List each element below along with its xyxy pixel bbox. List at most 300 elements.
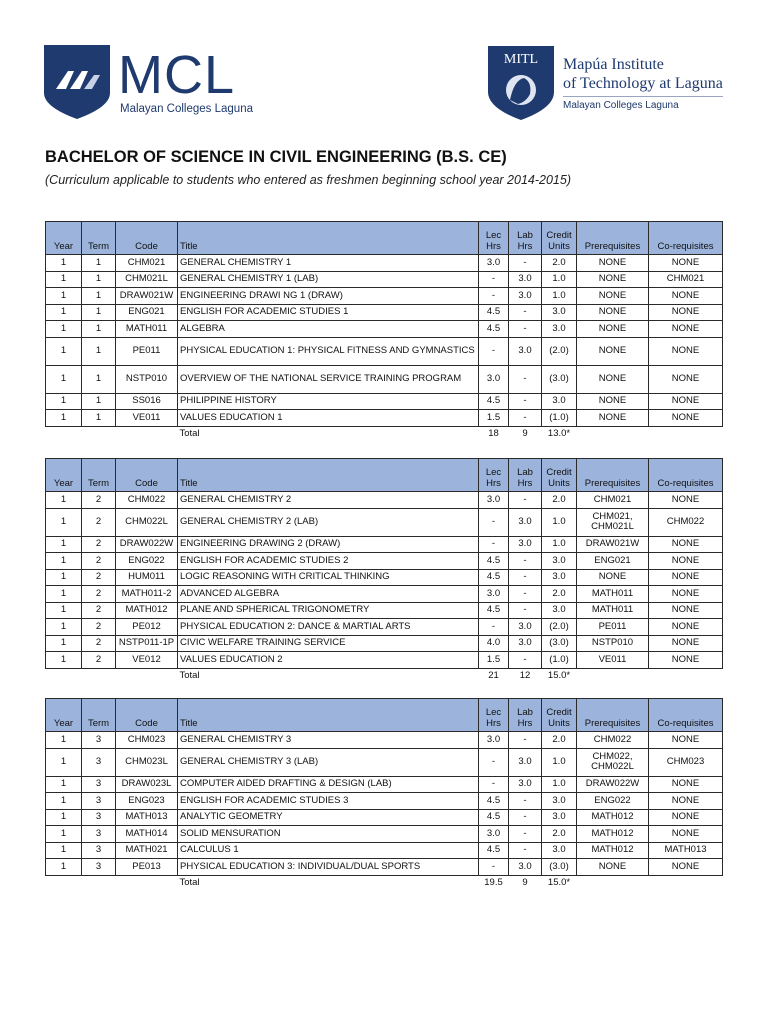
cell-coreq: NONE — [649, 255, 723, 272]
cell-term: 2 — [82, 635, 116, 652]
cell-credit: 2.0 — [542, 492, 577, 509]
column-header-lab: Lab Hrs — [509, 459, 542, 492]
total-empty-cell — [649, 426, 723, 443]
table-row — [46, 569, 723, 586]
cell-prereq: MATH011 — [577, 602, 649, 619]
cell-code: VE012 — [116, 652, 178, 669]
cell-lec: - — [479, 536, 509, 553]
mitl-divider — [563, 96, 723, 97]
cell-lab: 3.0 — [509, 337, 542, 365]
cell-term: 3 — [82, 776, 116, 793]
cell-credit: 3.0 — [542, 553, 577, 570]
cell-credit: 3.0 — [542, 569, 577, 586]
cell-lab: - — [509, 826, 542, 843]
cell-title: GENERAL CHEMISTRY 3 — [178, 732, 479, 749]
cell-title: ANALYTIC GEOMETRY — [178, 809, 479, 826]
header-row — [46, 222, 723, 255]
cell-lec: 4.0 — [479, 635, 509, 652]
cell-code: CHM021L — [116, 271, 178, 288]
cell-coreq: NONE — [649, 410, 723, 427]
cell-credit: 3.0 — [542, 793, 577, 810]
cell-credit: 1.0 — [542, 748, 577, 776]
cell-lab: - — [509, 842, 542, 859]
table-row — [46, 365, 723, 393]
cell-prereq: NONE — [577, 859, 649, 876]
cell-prereq: CHM022, CHM022L — [577, 748, 649, 776]
total-lab-hours: 9 — [509, 426, 542, 443]
cell-credit: 2.0 — [542, 255, 577, 272]
cell-code: NSTP011-1P — [116, 635, 178, 652]
table-row — [46, 393, 723, 410]
cell-year: 1 — [46, 619, 82, 636]
cell-title: LOGIC REASONING WITH CRITICAL THINKING — [178, 569, 479, 586]
cell-lec: - — [479, 619, 509, 636]
mcl-shield-icon — [44, 45, 110, 119]
cell-year: 1 — [46, 732, 82, 749]
cell-term: 3 — [82, 859, 116, 876]
cell-lec: - — [479, 271, 509, 288]
table-row — [46, 859, 723, 876]
cell-coreq: NONE — [649, 492, 723, 509]
cell-year: 1 — [46, 635, 82, 652]
total-empty-cell — [577, 875, 649, 892]
table-row — [46, 586, 723, 603]
cell-lab: - — [509, 732, 542, 749]
cell-title: GENERAL CHEMISTRY 1 — [178, 255, 479, 272]
cell-code: ENG021 — [116, 304, 178, 321]
mitl-name-line2: of Technology at Laguna — [563, 75, 723, 92]
svg-text:MITL: MITL — [503, 52, 539, 67]
cell-credit: (3.0) — [542, 365, 577, 393]
table-row — [46, 337, 723, 365]
cell-lab: - — [509, 365, 542, 393]
cell-title: PHILIPPINE HISTORY — [178, 393, 479, 410]
cell-prereq: MATH011 — [577, 586, 649, 603]
cell-term: 2 — [82, 553, 116, 570]
cell-lec: 4.5 — [479, 569, 509, 586]
cell-credit: 1.0 — [542, 271, 577, 288]
column-header-term: Term — [82, 459, 116, 492]
total-empty-cell — [649, 668, 723, 685]
total-empty-cell — [577, 668, 649, 685]
table-row — [46, 842, 723, 859]
table-row — [46, 793, 723, 810]
cell-credit: 3.0 — [542, 602, 577, 619]
cell-lec: 3.0 — [479, 365, 509, 393]
cell-prereq: CHM022 — [577, 732, 649, 749]
cell-title: ENGLISH FOR ACADEMIC STUDIES 1 — [178, 304, 479, 321]
cell-year: 1 — [46, 652, 82, 669]
total-label: Total — [178, 426, 479, 443]
cell-lab: - — [509, 492, 542, 509]
total-credit-units: 13.0* — [542, 426, 577, 443]
total-empty-cell — [46, 426, 82, 443]
cell-prereq: CHM021 — [577, 492, 649, 509]
cell-year: 1 — [46, 602, 82, 619]
cell-lab: - — [509, 304, 542, 321]
table-row — [46, 809, 723, 826]
cell-lec: 4.5 — [479, 553, 509, 570]
cell-title: PHYSICAL EDUCATION 3: INDIVIDUAL/DUAL SPORTS — [178, 859, 479, 876]
table-row — [46, 255, 723, 272]
cell-year: 1 — [46, 337, 82, 365]
cell-year: 1 — [46, 553, 82, 570]
cell-lec: - — [479, 508, 509, 536]
table-row — [46, 776, 723, 793]
cell-lab: - — [509, 410, 542, 427]
cell-coreq: NONE — [649, 732, 723, 749]
cell-coreq: NONE — [649, 321, 723, 338]
cell-title: CALCULUS 1 — [178, 842, 479, 859]
total-empty-cell — [649, 875, 723, 892]
cell-term: 1 — [82, 410, 116, 427]
total-credit-units: 15.0* — [542, 875, 577, 892]
cell-coreq: NONE — [649, 337, 723, 365]
cell-title: VALUES EDUCATION 1 — [178, 410, 479, 427]
cell-prereq: NONE — [577, 365, 649, 393]
cell-lab: - — [509, 586, 542, 603]
total-empty-cell — [116, 426, 178, 443]
cell-lec: 4.5 — [479, 793, 509, 810]
cell-term: 1 — [82, 393, 116, 410]
curriculum-table-term-2 — [45, 458, 723, 685]
column-header-year: Year — [46, 459, 82, 492]
cell-lec: - — [479, 776, 509, 793]
cell-code: MATH012 — [116, 602, 178, 619]
cell-year: 1 — [46, 859, 82, 876]
total-lab-hours: 9 — [509, 875, 542, 892]
cell-term: 3 — [82, 732, 116, 749]
table-row — [46, 602, 723, 619]
cell-code: MATH013 — [116, 809, 178, 826]
cell-credit: 3.0 — [542, 393, 577, 410]
column-header-code: Code — [116, 222, 178, 255]
column-header-title: Title — [178, 699, 479, 732]
cell-term: 1 — [82, 365, 116, 393]
cell-title: GENERAL CHEMISTRY 3 (LAB) — [178, 748, 479, 776]
cell-year: 1 — [46, 826, 82, 843]
cell-coreq: NONE — [649, 553, 723, 570]
table-row — [46, 553, 723, 570]
cell-title: PHYSICAL EDUCATION 2: DANCE & MARTIAL ARTS — [178, 619, 479, 636]
cell-lec: 3.0 — [479, 826, 509, 843]
cell-coreq: NONE — [649, 586, 723, 603]
cell-lec: 4.5 — [479, 393, 509, 410]
cell-title: ALGEBRA — [178, 321, 479, 338]
cell-coreq: NONE — [649, 393, 723, 410]
document-subtitle: (Curriculum applicable to students who entered as freshmen beginning school year 2014-2015) — [45, 173, 572, 187]
cell-year: 1 — [46, 288, 82, 305]
cell-term: 3 — [82, 748, 116, 776]
cell-term: 3 — [82, 793, 116, 810]
cell-coreq: CHM022 — [649, 508, 723, 536]
cell-credit: 1.0 — [542, 536, 577, 553]
column-header-prereq: Prerequisites — [577, 222, 649, 255]
cell-credit: 2.0 — [542, 586, 577, 603]
mitl-logo — [488, 46, 728, 122]
cell-year: 1 — [46, 809, 82, 826]
column-header-term: Term — [82, 222, 116, 255]
column-header-term: Term — [82, 699, 116, 732]
table-row — [46, 536, 723, 553]
cell-code: ENG022 — [116, 553, 178, 570]
cell-lec: - — [479, 288, 509, 305]
cell-lab: 3.0 — [509, 635, 542, 652]
column-header-lec: Lec Hrs — [479, 459, 509, 492]
cell-credit: (3.0) — [542, 635, 577, 652]
table-row — [46, 271, 723, 288]
cell-term: 1 — [82, 271, 116, 288]
cell-title: SOLID MENSURATION — [178, 826, 479, 843]
total-label: Total — [178, 875, 479, 892]
column-header-year: Year — [46, 222, 82, 255]
cell-code: CHM021 — [116, 255, 178, 272]
cell-title: GENERAL CHEMISTRY 1 (LAB) — [178, 271, 479, 288]
cell-coreq: NONE — [649, 365, 723, 393]
cell-credit: 1.0 — [542, 288, 577, 305]
total-lec-hours: 19.5 — [479, 875, 509, 892]
total-empty-cell — [46, 875, 82, 892]
cell-lab: - — [509, 393, 542, 410]
cell-year: 1 — [46, 304, 82, 321]
total-lec-hours: 18 — [479, 426, 509, 443]
column-header-prereq: Prerequisites — [577, 699, 649, 732]
column-header-coreq: Co-requisites — [649, 459, 723, 492]
cell-prereq: MATH012 — [577, 809, 649, 826]
cell-term: 1 — [82, 255, 116, 272]
cell-title: ENGINEERING DRAWING 2 (DRAW) — [178, 536, 479, 553]
cell-coreq: NONE — [649, 635, 723, 652]
cell-lab: - — [509, 809, 542, 826]
cell-lab: 3.0 — [509, 748, 542, 776]
cell-lab: - — [509, 255, 542, 272]
cell-code: PE011 — [116, 337, 178, 365]
cell-prereq: NONE — [577, 337, 649, 365]
cell-coreq: NONE — [649, 809, 723, 826]
cell-title: CIVIC WELFARE TRAINING SERVICE — [178, 635, 479, 652]
cell-term: 2 — [82, 619, 116, 636]
cell-lec: 3.0 — [479, 492, 509, 509]
cell-year: 1 — [46, 492, 82, 509]
total-empty-cell — [82, 668, 116, 685]
cell-lab: 3.0 — [509, 288, 542, 305]
cell-prereq: NONE — [577, 271, 649, 288]
table-row — [46, 826, 723, 843]
cell-credit: 1.0 — [542, 776, 577, 793]
cell-code: PE012 — [116, 619, 178, 636]
cell-title: ENGLISH FOR ACADEMIC STUDIES 2 — [178, 553, 479, 570]
cell-credit: (1.0) — [542, 410, 577, 427]
cell-lec: 4.5 — [479, 304, 509, 321]
cell-year: 1 — [46, 776, 82, 793]
cell-term: 2 — [82, 569, 116, 586]
total-row — [46, 875, 723, 892]
table-row — [46, 304, 723, 321]
column-header-year: Year — [46, 699, 82, 732]
cell-prereq: DRAW021W — [577, 536, 649, 553]
total-lab-hours: 12 — [509, 668, 542, 685]
cell-lec: 3.0 — [479, 732, 509, 749]
total-lec-hours: 21 — [479, 668, 509, 685]
cell-coreq: NONE — [649, 619, 723, 636]
column-header-lab: Lab Hrs — [509, 222, 542, 255]
cell-code: CHM023L — [116, 748, 178, 776]
cell-prereq: PE011 — [577, 619, 649, 636]
cell-lab: 3.0 — [509, 536, 542, 553]
cell-code: DRAW023L — [116, 776, 178, 793]
cell-term: 1 — [82, 321, 116, 338]
total-label: Total — [178, 668, 479, 685]
total-empty-cell — [577, 426, 649, 443]
column-header-title: Title — [178, 222, 479, 255]
cell-lec: 4.5 — [479, 321, 509, 338]
column-header-code: Code — [116, 459, 178, 492]
cell-year: 1 — [46, 255, 82, 272]
cell-credit: 3.0 — [542, 842, 577, 859]
table-row — [46, 619, 723, 636]
cell-code: MATH021 — [116, 842, 178, 859]
cell-term: 3 — [82, 826, 116, 843]
cell-lec: 4.5 — [479, 809, 509, 826]
cell-year: 1 — [46, 793, 82, 810]
cell-prereq: NONE — [577, 288, 649, 305]
cell-lec: 1.5 — [479, 652, 509, 669]
mitl-name-line1: Mapúa Institute — [563, 56, 664, 73]
cell-lec: 4.5 — [479, 602, 509, 619]
cell-lab: 3.0 — [509, 271, 542, 288]
header-row — [46, 459, 723, 492]
mitl-institute-name — [563, 55, 723, 93]
mcl-wordmark: MCL — [118, 45, 236, 105]
cell-year: 1 — [46, 271, 82, 288]
cell-lec: 3.0 — [479, 586, 509, 603]
cell-code: MATH011 — [116, 321, 178, 338]
cell-lec: - — [479, 859, 509, 876]
column-header-code: Code — [116, 699, 178, 732]
table-row — [46, 635, 723, 652]
cell-term: 3 — [82, 842, 116, 859]
cell-lab: 3.0 — [509, 776, 542, 793]
cell-year: 1 — [46, 410, 82, 427]
total-empty-cell — [82, 875, 116, 892]
cell-code: CHM023 — [116, 732, 178, 749]
cell-lab: - — [509, 602, 542, 619]
column-header-credit: Credit Units — [542, 699, 577, 732]
cell-prereq: CHM021, CHM021L — [577, 508, 649, 536]
cell-credit: 2.0 — [542, 826, 577, 843]
table-row — [46, 652, 723, 669]
cell-title: GENERAL CHEMISTRY 2 (LAB) — [178, 508, 479, 536]
cell-lab: - — [509, 652, 542, 669]
cell-title: PHYSICAL EDUCATION 1: PHYSICAL FITNESS AND GYMNASTICS — [178, 337, 479, 365]
cell-coreq: NONE — [649, 569, 723, 586]
cell-coreq: NONE — [649, 859, 723, 876]
cell-prereq: NONE — [577, 393, 649, 410]
cell-prereq: NONE — [577, 255, 649, 272]
cell-prereq: NSTP010 — [577, 635, 649, 652]
column-header-credit: Credit Units — [542, 459, 577, 492]
cell-term: 2 — [82, 602, 116, 619]
column-header-title: Title — [178, 459, 479, 492]
cell-lab: 3.0 — [509, 619, 542, 636]
column-header-credit: Credit Units — [542, 222, 577, 255]
cell-credit: 3.0 — [542, 321, 577, 338]
total-empty-cell — [116, 875, 178, 892]
cell-title: GENERAL CHEMISTRY 2 — [178, 492, 479, 509]
cell-coreq: MATH013 — [649, 842, 723, 859]
mitl-shield-icon — [488, 46, 554, 120]
cell-code: VE011 — [116, 410, 178, 427]
cell-lec: 4.5 — [479, 842, 509, 859]
cell-code: NSTP010 — [116, 365, 178, 393]
cell-code: HUM011 — [116, 569, 178, 586]
total-empty-cell — [46, 668, 82, 685]
cell-lec: - — [479, 748, 509, 776]
cell-prereq: NONE — [577, 569, 649, 586]
cell-prereq: DRAW022W — [577, 776, 649, 793]
cell-coreq: CHM023 — [649, 748, 723, 776]
mcl-subtitle: Malayan Colleges Laguna — [120, 103, 253, 115]
cell-code: CHM022L — [116, 508, 178, 536]
total-credit-units: 15.0* — [542, 668, 577, 685]
cell-credit: 2.0 — [542, 732, 577, 749]
cell-code: MATH014 — [116, 826, 178, 843]
cell-lab: - — [509, 569, 542, 586]
cell-coreq: NONE — [649, 776, 723, 793]
table-row — [46, 288, 723, 305]
cell-credit: 1.0 — [542, 508, 577, 536]
cell-year: 1 — [46, 842, 82, 859]
cell-year: 1 — [46, 508, 82, 536]
curriculum-table-term-3 — [45, 698, 723, 892]
cell-prereq: ENG022 — [577, 793, 649, 810]
cell-lab: - — [509, 553, 542, 570]
cell-title: OVERVIEW OF THE NATIONAL SERVICE TRAINING PROGRAM — [178, 365, 479, 393]
cell-code: SS016 — [116, 393, 178, 410]
cell-term: 2 — [82, 536, 116, 553]
curriculum-table-term-1 — [45, 221, 723, 443]
cell-prereq: NONE — [577, 321, 649, 338]
cell-credit: (2.0) — [542, 337, 577, 365]
cell-lec: - — [479, 337, 509, 365]
cell-prereq: ENG021 — [577, 553, 649, 570]
cell-year: 1 — [46, 393, 82, 410]
cell-prereq: NONE — [577, 304, 649, 321]
table-row — [46, 492, 723, 509]
table-row — [46, 748, 723, 776]
cell-code: DRAW022W — [116, 536, 178, 553]
cell-term: 1 — [82, 304, 116, 321]
cell-credit: 3.0 — [542, 809, 577, 826]
cell-coreq: NONE — [649, 793, 723, 810]
cell-title: COMPUTER AIDED DRAFTING & DESIGN (LAB) — [178, 776, 479, 793]
cell-title: VALUES EDUCATION 2 — [178, 652, 479, 669]
cell-term: 2 — [82, 492, 116, 509]
column-header-prereq: Prerequisites — [577, 459, 649, 492]
cell-credit: (3.0) — [542, 859, 577, 876]
cell-term: 2 — [82, 586, 116, 603]
total-row — [46, 668, 723, 685]
total-empty-cell — [82, 426, 116, 443]
cell-credit: (2.0) — [542, 619, 577, 636]
mitl-subtitle: Malayan Colleges Laguna — [563, 100, 679, 111]
cell-term: 2 — [82, 652, 116, 669]
cell-prereq: MATH012 — [577, 842, 649, 859]
cell-year: 1 — [46, 586, 82, 603]
cell-coreq: NONE — [649, 602, 723, 619]
cell-coreq: NONE — [649, 304, 723, 321]
cell-coreq: NONE — [649, 536, 723, 553]
